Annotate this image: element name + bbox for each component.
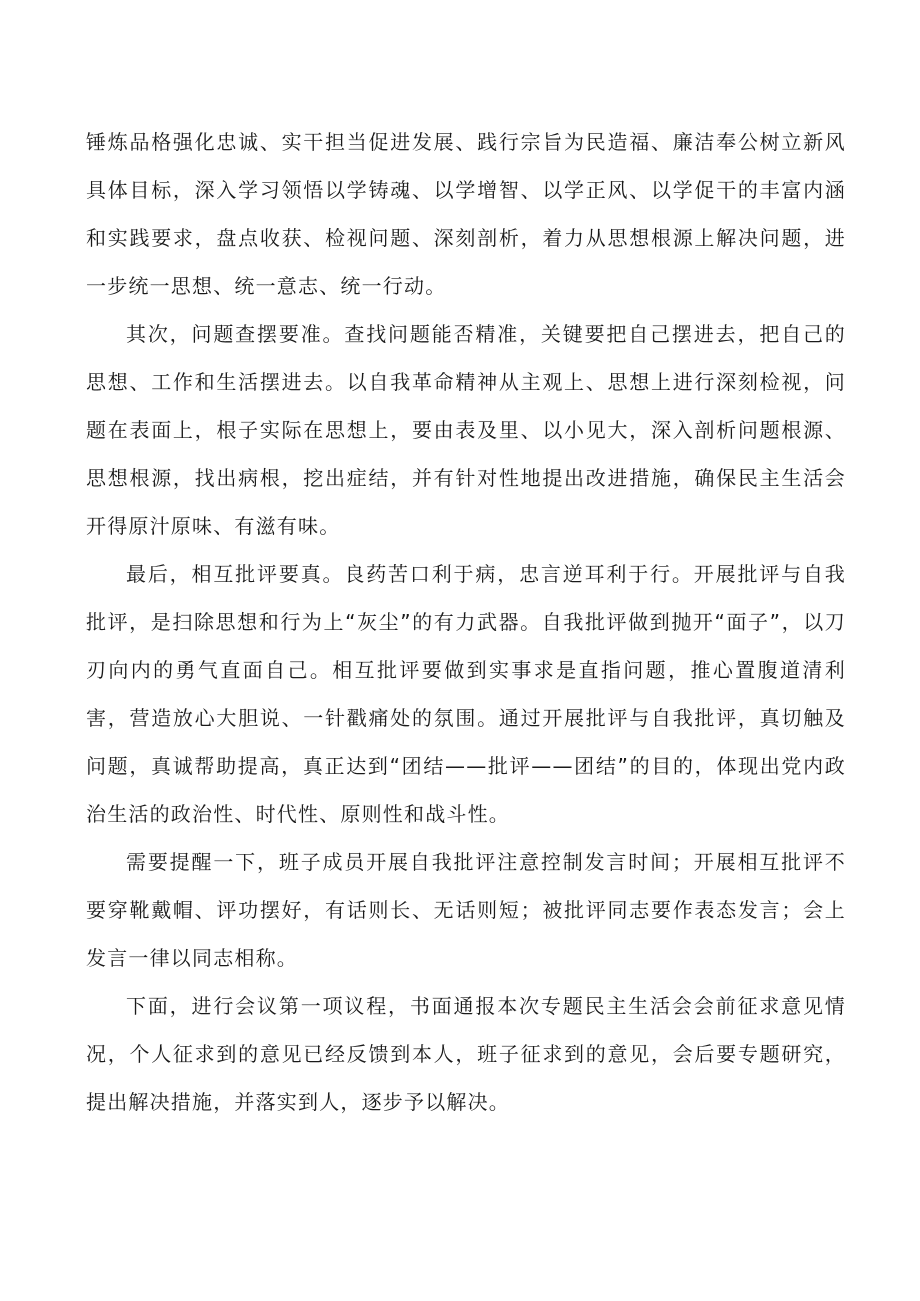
paragraph-problem-review: 其次，问题查摆要准。查找问题能否精准，关键要把自己摆进去，把自己的思想、工作和生活摆进去。以自我革命精神从主观上、思想上进行深刻检视，问题在表面上，根子实际在思想上，要由表及里、以小见大，深入剖析问题根源、思想根源，找出病根，挖出症结，并有针对性地提出改进措施，确保民主生活会开得原汁原味、有滋有味。: [86, 322, 846, 538]
paragraph-agenda: 下面，进行会议第一项议程，书面通报本次专题民主生活会会前征求意见情况，个人征求到的意见已经反馈到本人，班子征求到的意见，会后要专题研究，提出解决措施，并落实到人，逐步予以解决。: [86, 994, 846, 1114]
paragraph-mutual-criticism: 最后，相互批评要真。良药苦口利于病，忠言逆耳利于行。开展批评与自我批评，是扫除思想和行为上“灰尘”的有力武器。自我批评做到抛开“面子”，以刀刃向内的勇气直面自己。相互批评要做到实事求是直指问题，推心置腹道清利害，营造放心大胆说、一针戳痛处的氛围。通过开展批评与自我批评，真切触及问题，真诚帮助提高，真正达到“团结——批评——团结”的目的，体现出党内政治生活的政治性、时代性、原则性和战斗性。: [86, 562, 846, 826]
document-body: [86, 118, 846, 1126]
paragraph-reminder: 需要提醒一下，班子成员开展自我批评注意控制发言时间；开展相互批评不要穿靴戴帽、评功摆好，有话则长、无话则短；被批评同志要作表态发言；会上发言一律以同志相称。: [86, 850, 846, 970]
paragraph-continuation: 锤炼品格强化忠诚、实干担当促进发展、践行宗旨为民造福、廉洁奉公树立新风具体目标，深入学习领悟以学铸魂、以学增智、以学正风、以学促干的丰富内涵和实践要求，盘点收获、检视问题、深刻剖析，着力从思想根源上解决问题，进一步统一思想、统一意志、统一行动。: [86, 130, 846, 298]
